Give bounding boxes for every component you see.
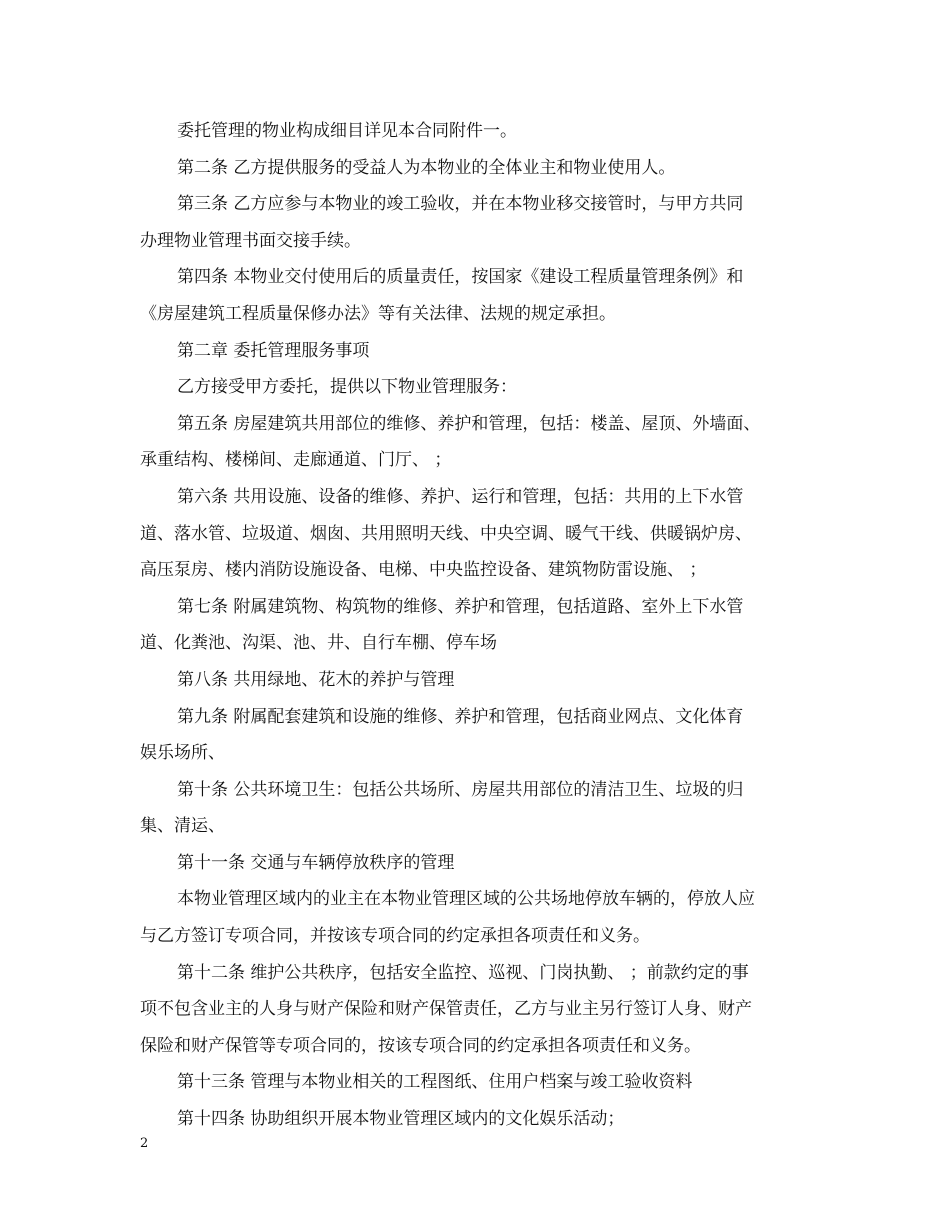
text-line: 第十三条 管理与本物业相关的工程图纸、住用户档案与竣工验收资料 [177,1072,693,1093]
text-line: 第七条 附属建筑物、构筑物的维修、养护和管理，包括道路、室外上下水管 [177,596,744,617]
text-line: 第九条 附属配套建筑和设施的维修、养护和管理，包括商业网点、文化体育 [177,706,744,727]
text-line: 保险和财产保管等专项合同的，按该专项合同的约定承担各项责任和义务。 [140,1035,701,1056]
text-line: 第二条 乙方提供服务的受益人为本物业的全体业主和物业使用人。 [177,157,676,178]
text-line: 与乙方签订专项合同，并按该专项合同的约定承担各项责任和义务。 [140,926,650,947]
text-line: 第五条 房屋建筑共用部位的维修、养护和管理，包括：楼盖、屋顶、外墙面、 [177,413,761,434]
text-line: 《房屋建筑工程质量保修办法》等有关法律、法规的规定承担。 [140,303,616,324]
text-line: 第十二条 维护公共秩序，包括安全监控、巡视、门岗执勤、 ；前款约定的事 [177,962,749,983]
text-line: 委托管理的物业构成细目详见本合同附件一。 [177,121,517,141]
text-line: 本物业管理区域内的业主在本物业管理区域的公共场地停放车辆的，停放人应 [177,889,755,910]
contract-body-text [140,113,830,1138]
text-line: 项不包含业主的人身与财产保险和财产保管责任，乙方与业主另行签订人身、财产 [140,999,752,1020]
text-line: 娱乐场所、 [140,743,225,764]
text-line: 第二章 委托管理服务事项 [177,340,370,361]
text-line: 道、落水管、垃圾道、烟囱、共用照明天线、中央空调、暖气干线、供暖锅炉房、 [140,523,752,544]
text-line: 第十条 公共环境卫生：包括公共场所、房屋共用部位的清洁卫生、垃圾的归 [177,779,744,800]
text-line: 第三条 乙方应参与本物业的竣工验收，并在本物业移交接管时，与甲方共同 [177,194,744,215]
text-line: 道、化粪池、沟渠、池、井、自行车棚、停车场 [140,633,497,654]
text-line: 第六条 共用设施、设备的维修、养护、运行和管理，包括：共用的上下水管 [177,486,744,507]
text-line: 第八条 共用绿地、花木的养护与管理 [177,669,455,690]
text-line: 第十一条 交通与车辆停放秩序的管理 [177,852,455,873]
page-number: 2 [140,1136,149,1151]
text-line: 办理物业管理书面交接手续。 [140,230,361,251]
text-line: 第十四条 协助组织开展本物业管理区域内的文化娱乐活动； [177,1109,625,1130]
text-line: 承重结构、楼梯间、走廊通道、门厅、 ； [140,450,452,471]
text-line: 高压泵房、楼内消防设施设备、电梯、中央监控设备、建筑物防雷设施、 ； [140,560,707,581]
text-line: 集、清运、 [140,816,225,837]
text-line: 第四条 本物业交付使用后的质量责任，按国家《建设工程质量管理条例》和 [177,267,744,288]
text-line: 乙方接受甲方委托，提供以下物业管理服务： [177,377,517,398]
